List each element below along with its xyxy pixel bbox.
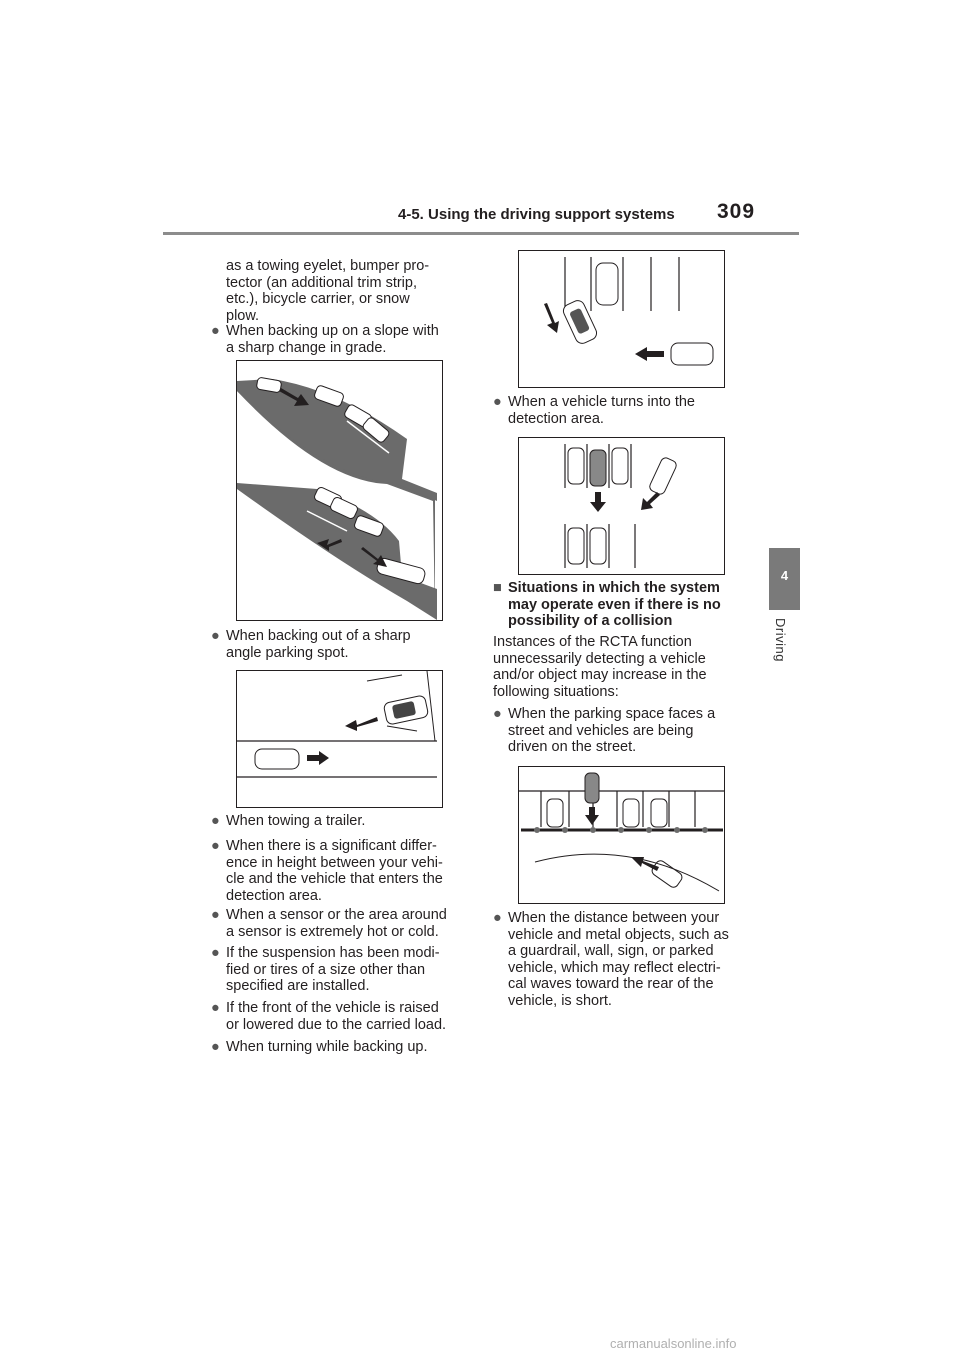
bullet-icon: ● (493, 706, 502, 722)
bullet-icon: ● (211, 1000, 220, 1016)
list-item (211, 1039, 486, 1056)
bullet-icon: ● (211, 628, 220, 644)
list-item-text: If the suspension has been modi- fied or tires of a size other than specified are installed. (226, 945, 440, 994)
bullet-icon: ● (493, 394, 502, 410)
figure-street-parking (518, 766, 725, 904)
list-item (211, 907, 486, 940)
list-item-text: When backing out of a sharp angle parking spot. (226, 628, 411, 661)
list-item-text: When backing up on a slope with a sharp change in grade. (226, 323, 439, 356)
bullet-icon: ● (211, 945, 220, 961)
list-item (493, 394, 768, 427)
bullet-icon: ● (211, 907, 220, 923)
list-item-text: When turning while backing up. (226, 1039, 428, 1055)
list-item-text: When a sensor or the area around a sensor is extremely hot or cold. (226, 907, 447, 940)
list-item (211, 838, 486, 904)
section-heading-text: Situations in which the system may operate even if there is no possibility of a collision (508, 580, 721, 629)
list-item (211, 1000, 488, 1033)
slope-illustration (237, 361, 442, 620)
figure-angle-parking (236, 670, 443, 808)
list-item-text: If the front of the vehicle is raised or lowered due to the carried load. (226, 1000, 447, 1033)
bullet-icon: ● (211, 323, 220, 339)
chapter-number: 4 (780, 568, 789, 583)
street-parking-illustration (519, 767, 724, 903)
body-paragraph: Instances of the RCTA function unnecessarily detecting a vehicle and/or object may increase in the following situations: (493, 634, 707, 700)
section-title: 4-5. Using the driving support systems (398, 206, 675, 223)
bullet-icon: ● (211, 813, 220, 829)
list-item (493, 706, 770, 756)
page-number: 309 (717, 200, 756, 223)
figure-vehicle-approaching (518, 250, 725, 388)
list-item (211, 323, 486, 356)
figure-slope (236, 360, 443, 621)
intro-text: as a towing eyelet, bumper pro- tector (an additional trim strip, etc.), bicycle carrier, or snow plow. (226, 258, 430, 324)
list-item (211, 628, 486, 661)
bullet-icon: ● (211, 838, 220, 854)
square-bullet-icon: ■ (493, 580, 502, 596)
list-item (211, 945, 486, 995)
vehicle-approaching-illustration (519, 251, 724, 387)
section-heading (493, 580, 778, 630)
list-item (493, 910, 770, 1009)
bullet-icon: ● (211, 1039, 220, 1055)
list-item-text: When towing a trailer. (226, 813, 366, 829)
list-item-text: When the distance between your vehicle and metal objects, such as a guardrail, wall, sign, or parked vehicle, which may reflect electri- cal waves toward the rear of the vehicle, is short. (508, 910, 729, 1009)
angle-parking-illustration (237, 671, 442, 807)
header-rule (163, 232, 799, 235)
list-item-text: When a vehicle turns into the detection area. (508, 394, 695, 427)
list-item-text: When the parking space faces a street and vehicles are being driven on the street. (508, 706, 716, 755)
list-item (211, 813, 486, 830)
list-item-text: When there is a significant differ- ence in height between your vehi- cle and the vehicle that enters the detection area. (226, 838, 443, 904)
bullet-icon: ● (493, 910, 502, 926)
vehicle-turning-illustration (519, 438, 724, 574)
watermark: carmanualsonline.info (610, 1336, 737, 1351)
figure-vehicle-turning (518, 437, 725, 575)
chapter-label: Driving (773, 618, 788, 662)
